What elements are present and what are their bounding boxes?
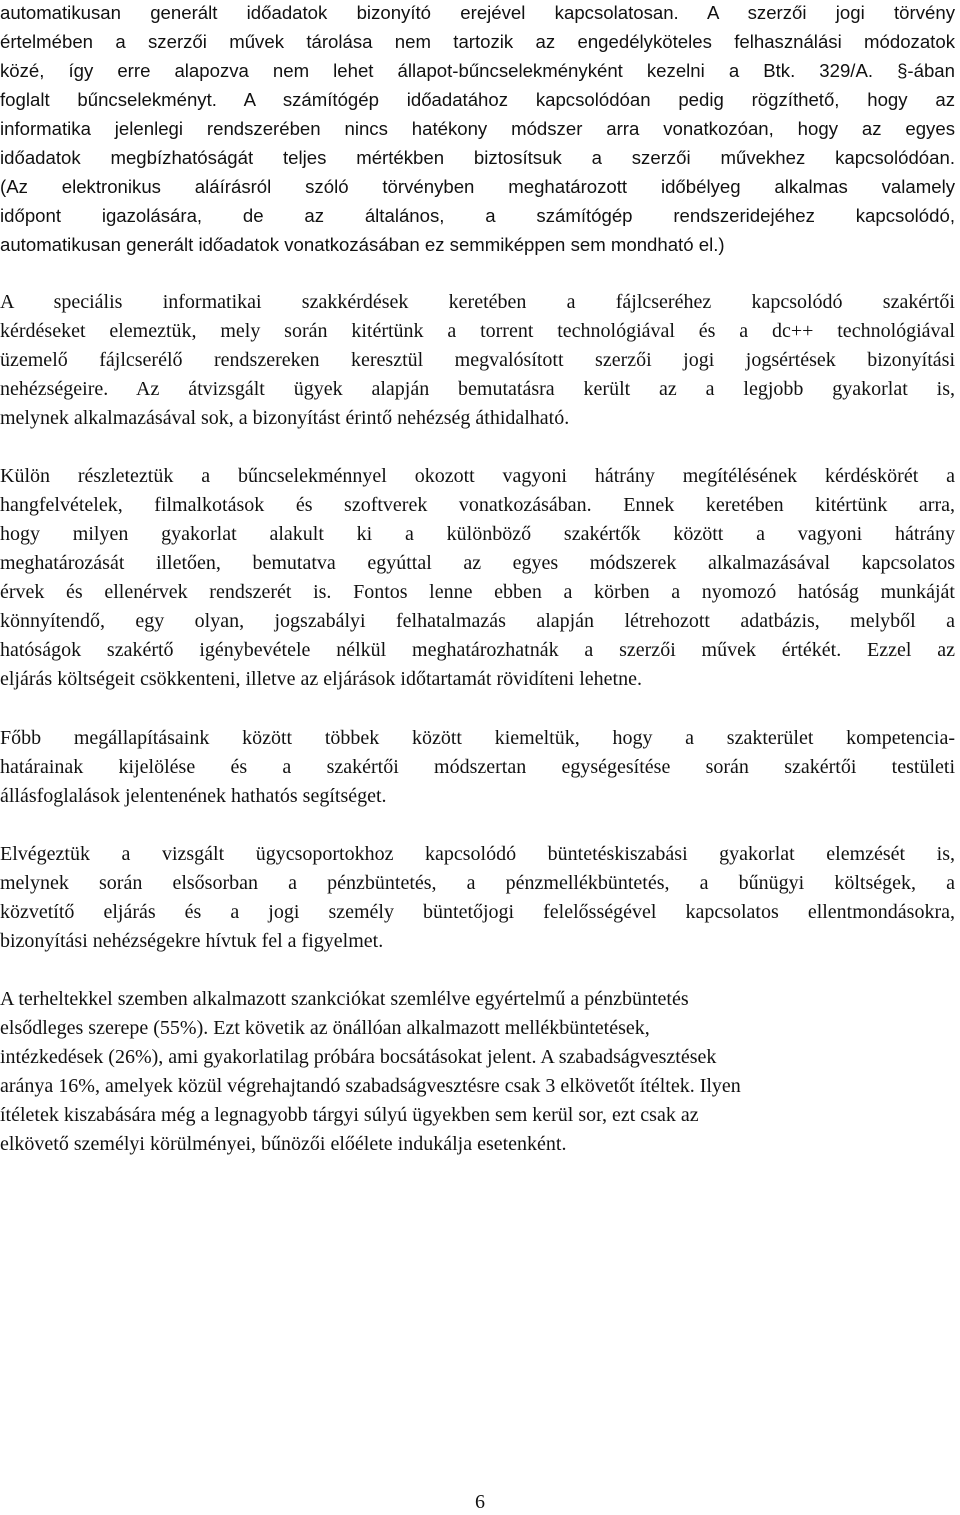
paragraph-line: informatika jelenlegi rendszerében nincs hatékony módszer arra vonatkozóan, hogy az egyes xyxy=(0,118,955,139)
paragraph-line: aránya 16%, amelyek közül végrehajtandó szabadságvesztésre csak 3 elkövetőt ítéltek. Ilyen xyxy=(0,1075,741,1097)
paragraph-3 xyxy=(0,462,955,694)
paragraph-line: melynek során elsősorban a pénzbüntetés, a pénzmellékbüntetés, a bűnügyi költségek, a xyxy=(0,872,955,894)
paragraph-line: elkövető személyi körülményei, bűnözői előélete indukálja esetenként. xyxy=(0,1133,567,1155)
paragraph-line: hangfelvételek, filmalkotások és szoftverek vonatkozásában. Ennek keretében kitértünk arra, xyxy=(0,494,955,516)
paragraph-line: ítéletek kiszabására még a legnagyobb tárgyi súlyú ügyekben sem kerül sor, ezt csak az xyxy=(0,1104,699,1126)
paragraph-line: időadatok megbízhatóságát teljes mértékben biztosítsuk a szerzői művekhez kapcsolódóan. xyxy=(0,147,955,168)
paragraph-line: automatikusan generált időadatok vonatkozásában ez semmiképpen sem mondható el.) xyxy=(0,234,725,255)
paragraph-line: (Az elektronikus aláírásról szóló törvényben meghatározott időbélyeg alkalmas valamely xyxy=(0,176,955,197)
paragraph-4 xyxy=(0,724,955,811)
paragraph-line: foglalt bűncselekményt. A számítógép időadatához kapcsolódóan pedig rögzíthető, hogy az xyxy=(0,89,955,110)
paragraph-2 xyxy=(0,288,955,433)
paragraph-line: melynek alkalmazásával sok, a bizonyítást érintő nehézség áthidalható. xyxy=(0,407,570,429)
paragraph-line: meghatározását illetően, bemutatva egyúttal az egyes módszerek alkalmazásával kapcsolatos xyxy=(0,552,955,574)
paragraph-line: hatóságok szakértő igénybevétele nélkül meghatározhatnák a szerzői művek értékét. Ezzel az xyxy=(0,639,955,661)
paragraph-line: üzemelő fájlcserélő rendszereken keresztül megvalósított szerzői jogi jogsértések bizonyítási xyxy=(0,349,955,371)
paragraph-line: bizonyítási nehézségekre hívtuk fel a figyelmet. xyxy=(0,930,384,952)
paragraph-line: Főbb megállapításaink között többek között kiemeltük, hogy a szakterület kompetencia- xyxy=(0,727,955,749)
paragraph-line: elsődleges szerepe (55%). Ezt követik az önállóan alkalmazott mellékbüntetések, xyxy=(0,1017,650,1039)
paragraph-1 xyxy=(0,0,955,259)
paragraph-line: intézkedések (26%), ami gyakorlatilag próbára bocsátásokat jelent. A szabadságvesztések xyxy=(0,1046,717,1068)
paragraph-line: eljárás költségeit csökkenteni, illetve az eljárások időtartamát rövidíteni lehetne. xyxy=(0,668,642,690)
paragraph-line: Külön részleteztük a bűncselekménnyel okozott vagyoni hátrány megítélésének kérdéskörét a xyxy=(0,465,955,487)
paragraph-line: automatikusan generált időadatok bizonyító erejével kapcsolatosan. A szerzői jogi törvény xyxy=(0,2,955,23)
paragraph-line: határainak kijelölése és a szakértői módszertan egységesítése során szakértői testületi xyxy=(0,756,955,778)
paragraph-line: állásfoglalások jelentenének hathatós segítséget. xyxy=(0,785,387,807)
paragraph-6 xyxy=(0,985,955,1159)
paragraph-line: A terheltekkel szemben alkalmazott szankciókat szemlélve egyértelmű a pénzbüntetés xyxy=(0,988,689,1010)
paragraph-line: A speciális informatikai szakkérdések keretében a fájlcseréhez kapcsolódó szakértői xyxy=(0,291,955,313)
paragraph-line: Elvégeztük a vizsgált ügycsoportokhoz kapcsolódó büntetéskiszabási gyakorlat elemzését is, xyxy=(0,843,955,865)
paragraph-line: érvek és ellenérvek rendszerét is. Fontos lenne ebben a körben a nyomozó hatóság munkáját xyxy=(0,581,955,603)
paragraph-line: nehézségeire. Az átvizsgált ügyek alapján bemutatásra került az a legjobb gyakorlat is, xyxy=(0,378,955,400)
paragraph-line: értelmében a szerzői művek tárolása nem tartozik az engedélyköteles felhasználási módozatok xyxy=(0,31,955,52)
page-number: 6 xyxy=(475,1491,485,1513)
paragraph-line: könnyítendő, egy olyan, jogszabályi felhatalmazás alapján létrehozott adatbázis, melyből a xyxy=(0,610,955,632)
paragraph-line: időpont igazolására, de az általános, a számítógép rendszeridejéhez kapcsolódó, xyxy=(0,205,955,226)
paragraph-line: kérdéseket elemeztük, mely során kitértünk a torrent technológiával és a dc++ technológiával xyxy=(0,320,955,342)
paragraph-5 xyxy=(0,840,955,956)
paragraph-line: közé, így erre alapozva nem lehet állapot-bűncselekményként kezelni a Btk. 329/A. §-ában xyxy=(0,60,955,81)
paragraph-line: közvetítő eljárás és a jogi személy büntetőjogi felelősségével kapcsolatos ellentmondásokra, xyxy=(0,901,955,923)
paragraph-line: hogy milyen gyakorlat alakult ki a különböző szakértők között a vagyoni hátrány xyxy=(0,523,955,545)
